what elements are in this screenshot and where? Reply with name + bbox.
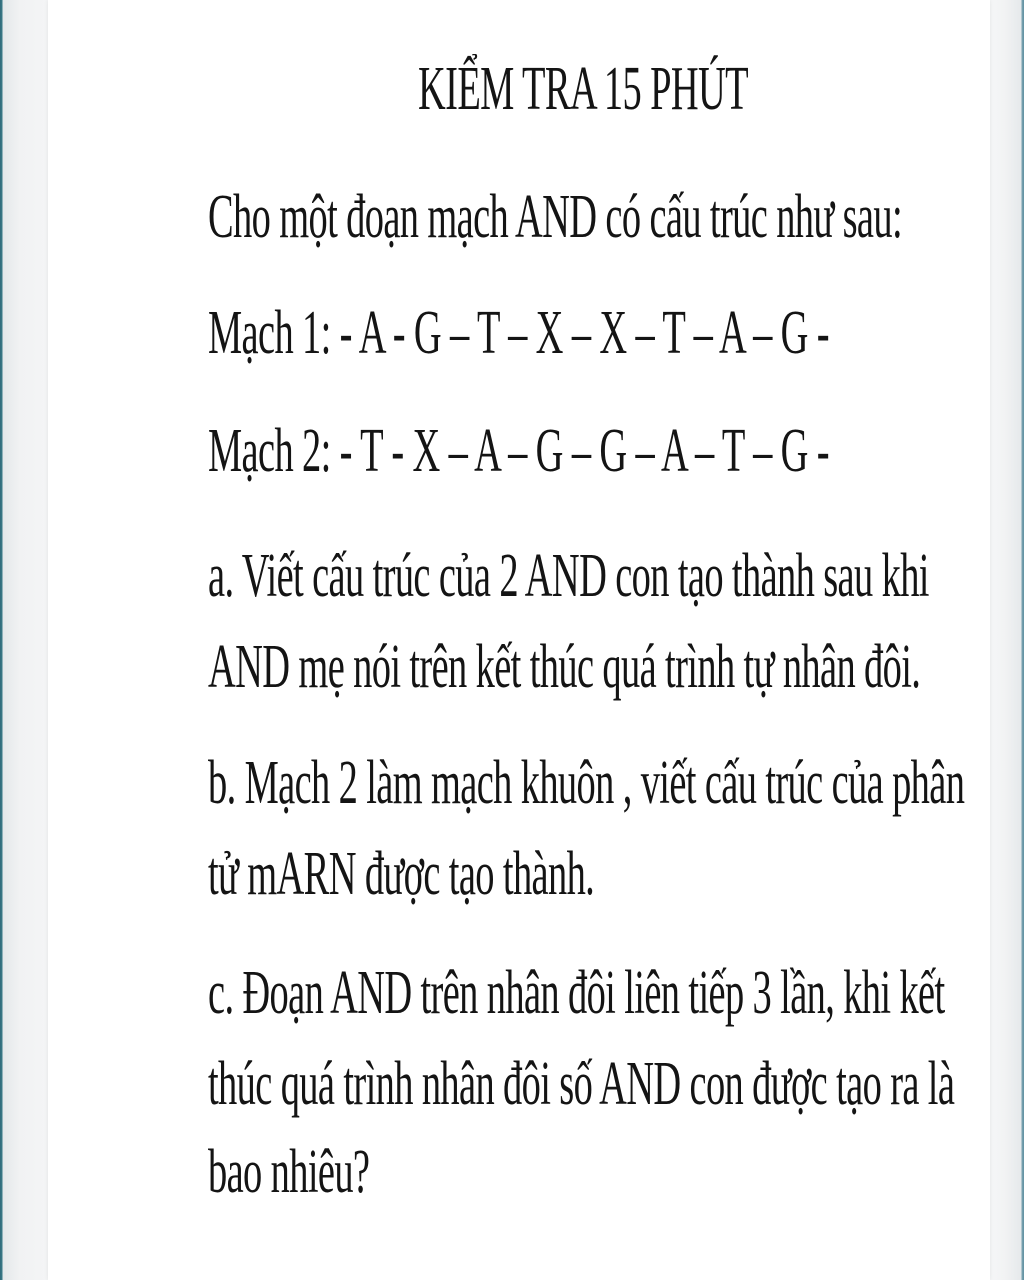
question-a-line-2: AND mẹ nói trên kết thúc quá trình tự nhân đôi. [208,633,921,701]
question-c-line-3: bao nhiêu? [208,1138,370,1206]
strand-1-line: Mạch 1: - A - G – T – X – X – T – A – G - [208,299,829,367]
question-a-line-1: a. Viết cấu trúc của 2 AND con tạo thành sau khi [208,542,929,610]
question-b-line-1: b. Mạch 2 làm mạch khuôn , viết cấu trúc của phân [208,749,965,817]
question-c-line-1: c. Đoạn AND trên nhân đôi liên tiếp 3 lần, khi kết [208,959,945,1027]
intro-line: Cho một đoạn mạch AND có cấu trúc như sau: [208,183,903,251]
document-page [48,0,990,1280]
viewer-left-margin [0,0,48,1280]
question-b-line-2: tử mARN được tạo thành. [208,840,595,908]
page-title: KIỂM TRA 15 PHÚT [418,55,749,123]
question-c-line-2: thúc quá trình nhân đôi số AND con được tạo ra là [208,1050,955,1118]
viewer-right-margin [990,0,1024,1280]
strand-2-line: Mạch 2: - T - X – A – G – G – A – T – G - [208,417,829,485]
